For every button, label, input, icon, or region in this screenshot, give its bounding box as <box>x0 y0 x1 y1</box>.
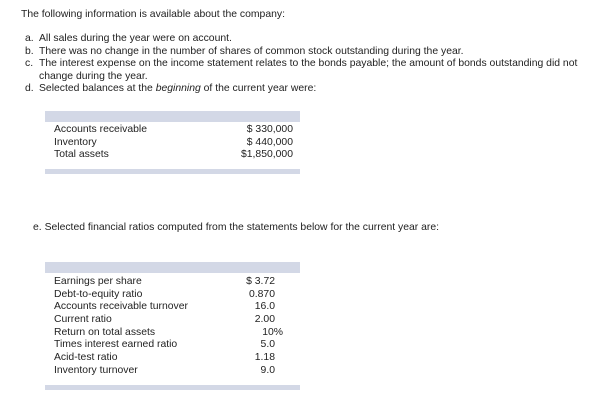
item-marker: d. <box>25 83 34 94</box>
item-text: Selected financial ratios computed from the statements below for the current year are: <box>44 222 440 233</box>
row-label: Earnings per share <box>54 276 142 287</box>
row-label: Accounts receivable <box>54 124 147 135</box>
row-label: Inventory <box>54 136 97 148</box>
row-value: 16.0 <box>254 301 275 313</box>
row-label: Return on total assets <box>54 326 156 338</box>
row-value: $ 440,000 <box>246 136 293 148</box>
item-marker: c. <box>25 58 34 69</box>
item-text: There was no change in the number of shares of common stock outstanding during the year. <box>39 45 464 57</box>
table-row <box>45 339 300 352</box>
table-rows <box>45 276 300 378</box>
table-row <box>45 327 300 340</box>
row-value: $ 330,000 <box>246 124 293 135</box>
row-value: $1,850,000 <box>240 149 293 161</box>
table-row <box>45 149 300 162</box>
row-value: 2.00 <box>254 314 275 326</box>
beginning-balances-table <box>45 111 300 174</box>
info-list <box>25 33 585 96</box>
item-marker: a. <box>25 33 34 44</box>
list-item-b <box>25 46 585 59</box>
row-value: 10% <box>262 326 283 338</box>
item-text-emphasis: beginning <box>155 83 201 94</box>
table-row <box>45 365 300 378</box>
table-rows <box>45 124 300 162</box>
table-row <box>45 124 300 137</box>
row-label: Inventory turnover <box>54 364 138 376</box>
table-row <box>45 301 300 314</box>
row-value: 1.18 <box>254 352 275 364</box>
item-marker: b. <box>25 45 34 57</box>
table-footer-bar <box>45 385 300 390</box>
row-value: $ 3.72 <box>246 276 275 287</box>
table-footer-bar <box>45 169 300 174</box>
table-header-bar <box>45 111 300 122</box>
financial-ratios-table <box>45 262 300 390</box>
table-row <box>45 137 300 150</box>
table-row <box>45 289 300 302</box>
table-row <box>45 314 300 327</box>
list-item-e <box>33 222 439 233</box>
list-item-c <box>25 58 585 83</box>
list-item-a <box>25 33 585 46</box>
item-text <box>39 83 585 96</box>
item-text: All sales during the year were on account. <box>39 33 232 44</box>
row-value: 0.870 <box>248 288 275 300</box>
row-label: Acid-test ratio <box>54 352 118 364</box>
table-row <box>45 276 300 289</box>
row-value: 9.0 <box>260 364 275 376</box>
item-text-before: Selected balances at the <box>39 83 156 94</box>
row-label: Accounts receivable turnover <box>54 301 188 313</box>
row-value: 5.0 <box>260 339 275 351</box>
row-label: Debt-to-equity ratio <box>54 288 143 300</box>
intro-text: The following information is available about the company: <box>21 9 285 20</box>
item-text: The interest expense on the income statement relates to the bonds payable; the amount of bonds outstanding did not change during the year. <box>39 58 578 82</box>
item-text-after: of the current year were: <box>200 83 317 94</box>
list-item-d <box>25 83 585 96</box>
table-row <box>45 352 300 365</box>
table-header-bar <box>45 262 300 273</box>
row-label: Current ratio <box>54 314 112 326</box>
row-label: Times interest earned ratio <box>54 339 178 351</box>
row-label: Total assets <box>54 149 109 161</box>
item-marker: e. <box>33 222 42 233</box>
